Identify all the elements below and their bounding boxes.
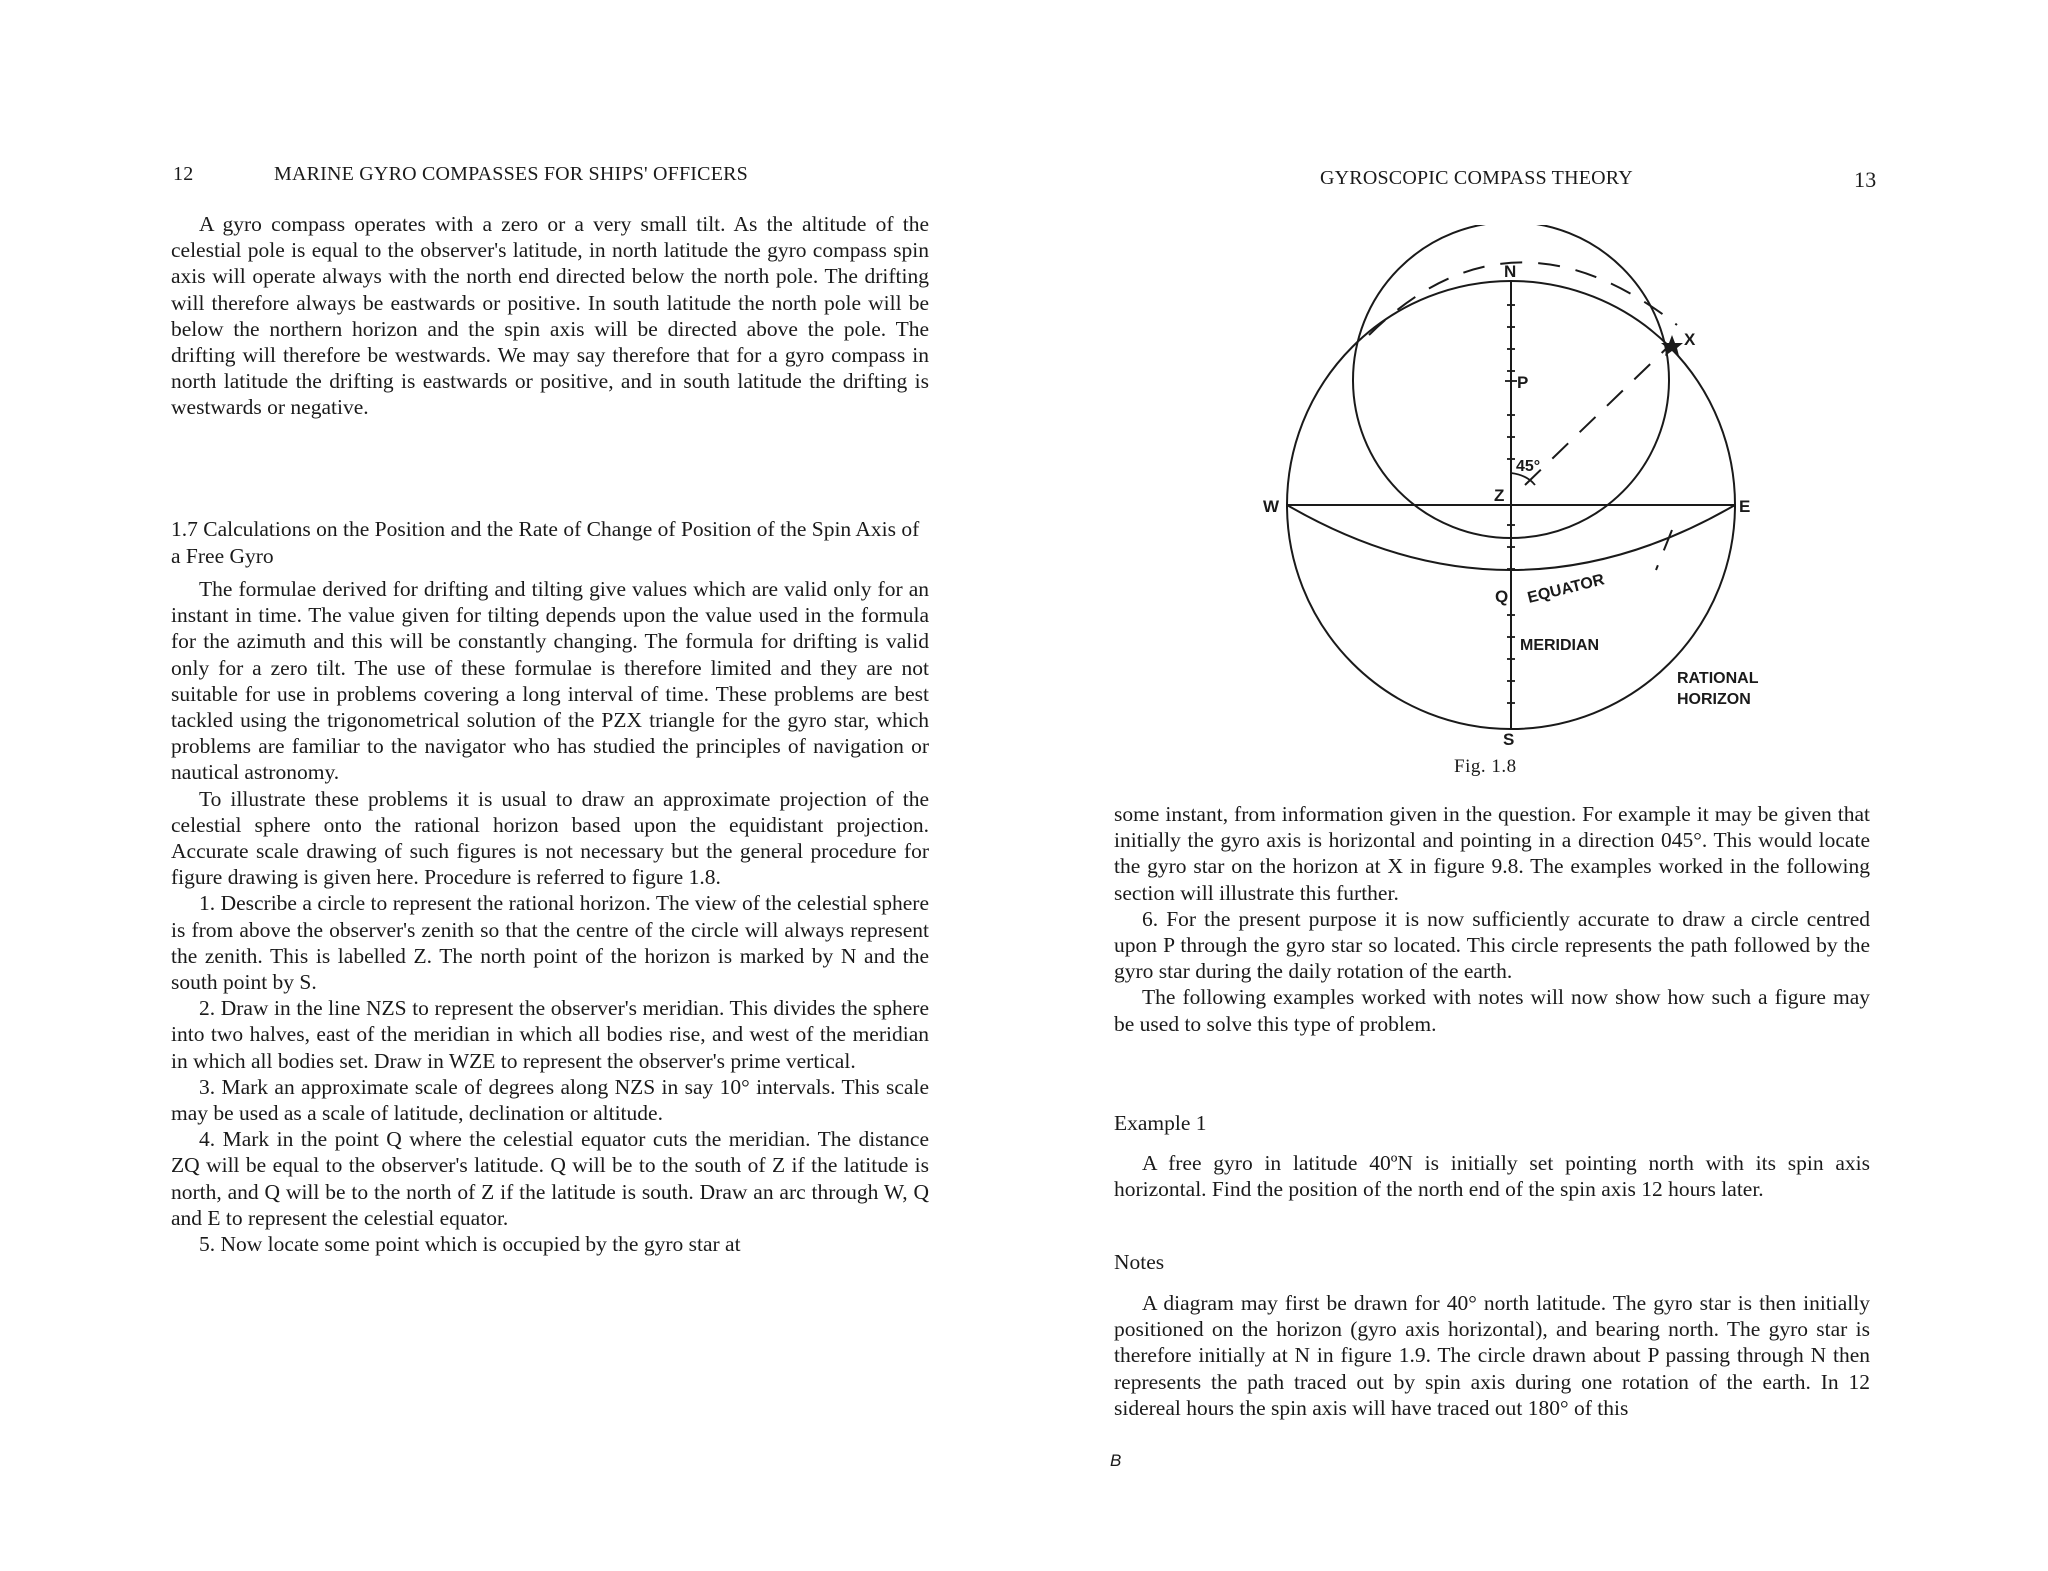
procedure-step-2: 2. Draw in the line NZS to represent the observer's meridian. This divides the sphere into two halves, east of the meridian in which all bodies rise, and west of the meridian in which all bodies set. Draw in WZE to represent the observer's prime vertical. — [171, 996, 929, 1073]
procedure-step-3: 3. Mark an approximate scale of degrees along NZS in say 10° intervals. This scale may be used as a scale of latitude, declination or altitude. — [171, 1074, 929, 1126]
figure-caption: Fig. 1.8 — [1454, 756, 1517, 777]
label-x: X — [1684, 330, 1696, 349]
paragraph: some instant, from information given in the question. For example it may be given that initially the gyro axis is horizontal and pointing in a direction 045°. This would locate the gyro star on the horizon at X in figure 9.8. The examples worked in the following section will illustrate this further. — [1114, 802, 1870, 905]
celestial-sphere-diagram — [1247, 225, 1807, 765]
label-e: E — [1739, 497, 1751, 516]
label-q: Q — [1495, 587, 1509, 606]
page-number-left: 12 — [173, 163, 194, 185]
left-text-block-1 — [171, 211, 929, 421]
procedure-step-1: 1. Describe a circle to represent the rational horizon. The view of the celestial sphere is from above the observer's zenith so that the centre of the circle will always represent the zenith. This is labelled Z. The north point of the horizon is marked by N and the south point by S. — [171, 891, 929, 995]
label-z: Z — [1494, 486, 1505, 505]
label-angle: 45° — [1516, 458, 1541, 475]
label-horizon: HORIZON — [1677, 691, 1751, 708]
label-n: N — [1504, 262, 1517, 281]
label-meridian: MERIDIAN — [1520, 637, 1600, 654]
paragraph: The following examples worked with notes will now show how such a figure may be used to solve this type of problem. — [1114, 985, 1870, 1036]
dashed-arc — [1369, 262, 1677, 335]
paragraph: To illustrate these problems it is usual to draw an approximate projection of the celestial sphere onto the rational horizon based upon the equidistant projection. Accurate scale drawing of such figures is not necessary but the general procedure for figure drawing is given here. Procedure is referred to figure 1.8. — [171, 786, 929, 890]
label-rational: RATIONAL — [1677, 670, 1759, 687]
paragraph: A free gyro in latitude 40ºN is initially set pointing north with its spin axis horizontal. Find the position of the north end of the spin axis 12 hours later. — [1114, 1151, 1870, 1202]
section-heading: 1.7 Calculations on the Position and the Rate of Change of Position of the Spin Axis of a Free Gyro — [171, 517, 920, 568]
page-number-right: 13 — [1854, 167, 1877, 192]
notes-heading: Notes — [1114, 1250, 1165, 1274]
right-page — [1024, 0, 2048, 1571]
left-text-block-2 — [171, 576, 929, 1257]
paragraph: The formulae derived for drifting and tilting give values which are valid only for an instant in time. The value given for tilting depends upon the value used in the formula for the azimuth and this will be constantly changing. The formula for drifting is valid only for a zero tilt. The use of these formulae is therefore limited and they are not suitable for use in problems covering a long interval of time. These problems are best tackled using the trigonometrical solution of the PZX triangle for the gyro star, which problems are familiar to the navigator who has studied the principles of navigation or nautical astronomy. — [171, 577, 929, 785]
label-s: S — [1503, 730, 1515, 749]
running-head-left: MARINE GYRO COMPASSES FOR SHIPS' OFFICERS — [274, 163, 748, 185]
label-w: W — [1263, 497, 1280, 516]
label-equator: EQUATOR — [1525, 571, 1607, 607]
signature-mark: B — [1110, 1451, 1122, 1470]
running-head-right: GYROSCOPIC COMPASS THEORY — [1320, 167, 1633, 189]
label-p: P — [1517, 373, 1529, 392]
example-heading: Example 1 — [1114, 1111, 1207, 1135]
paragraph: A diagram may first be drawn for 40° north latitude. The gyro star is then initially positioned on the horizon (gyro axis horizontal), and bearing north. The gyro star is therefore initially at N in figure 1.9. The circle drawn about P passing through N then represents the path traced out by spin axis during one rotation of the earth. In 12 sidereal hours the spin axis will have traced out 180° of this — [1114, 1291, 1870, 1420]
notes-text — [1114, 1290, 1870, 1421]
procedure-step-5: 5. Now locate some point which is occupied by the gyro star at — [199, 1232, 741, 1257]
example-text — [1114, 1150, 1870, 1202]
zenith-to-x-line — [1525, 343, 1672, 485]
procedure-step-6: 6. For the present purpose it is now sufficiently accurate to draw a circle centred upon P through the gyro star so located. This circle represents the path followed by the gyro star during the daily rotation of the earth. — [1114, 906, 1870, 984]
right-text-block-1 — [1114, 801, 1870, 1037]
paragraph: A gyro compass operates with a zero or a very small tilt. As the altitude of the celestial pole is equal to the observer's latitude, in north latitude the gyro compass spin axis will operate always with the north end directed below the north pole. The drifting will therefore always be eastwards or positive. In south latitude the north pole will be below the northern horizon and the spin axis will be directed above the pole. The drifting will therefore be westwards. We may say therefore that for a gyro compass in north latitude the drifting is eastwards or positive, and in south latitude the drifting is westwards or negative. — [171, 212, 929, 420]
procedure-step-4: 4. Mark in the point Q where the celestial equator cuts the meridian. The distance ZQ will be equal to the observer's latitude. Q will be to the south of Z if the latitude is north, and Q will be to the north of Z if the latitude is south. Draw an arc through W, Q and E to represent the celestial equator. — [171, 1127, 929, 1230]
figure-celestial-sphere — [1247, 225, 1807, 765]
